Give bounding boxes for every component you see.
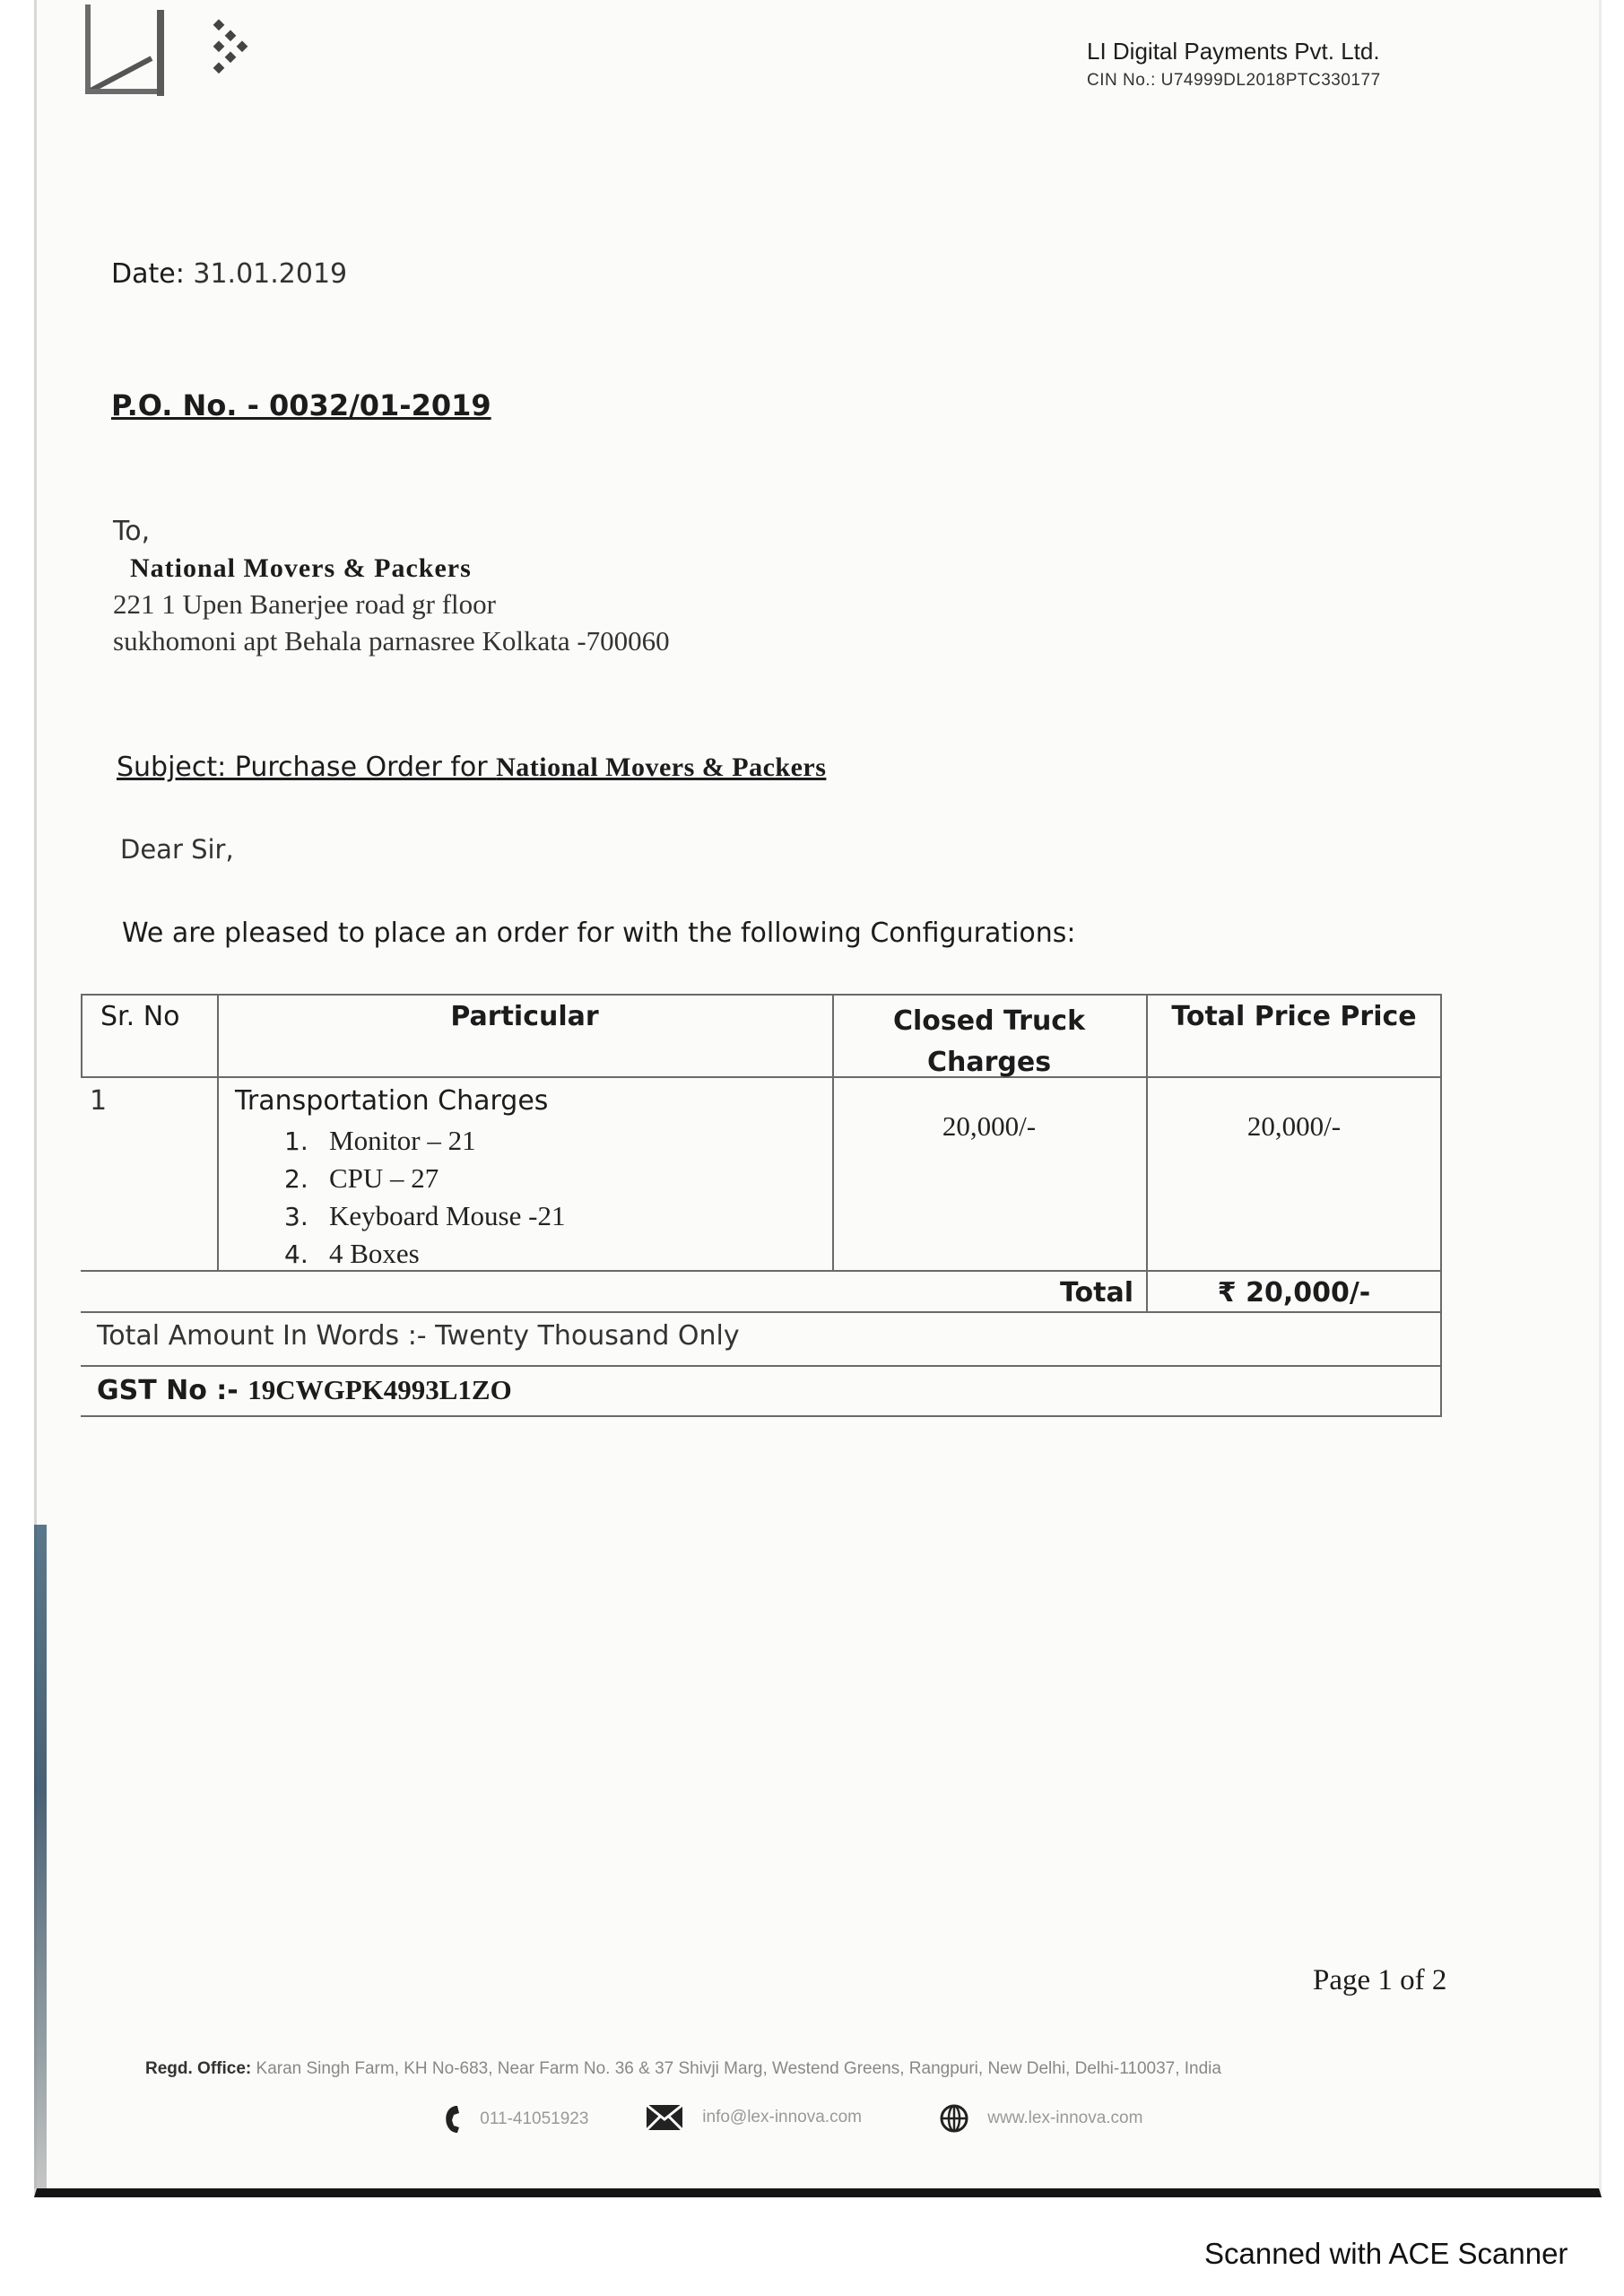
intro-text: We are pleased to place an order for with the following Configurations: (122, 918, 1076, 949)
gst-label: GST No :- (97, 1375, 248, 1406)
header-sr-no: Sr. No (100, 1001, 180, 1032)
company-header (1087, 38, 1381, 91)
company-logo (85, 4, 260, 101)
letter-date (111, 258, 347, 290)
table-rule (81, 1311, 1442, 1313)
gst-value: 19CWGPK4993L1ZO (248, 1374, 512, 1405)
table-rule (81, 1415, 1442, 1417)
recipient-name: National Movers & Packers (130, 553, 472, 583)
list-item: 3. Keyboard Mouse -21 (284, 1200, 566, 1231)
registered-office (145, 2059, 1221, 2079)
row-title: Transportation Charges (235, 1085, 549, 1117)
table-rule (1146, 994, 1148, 1311)
contact-phone (443, 2104, 588, 2135)
header-closed-truck-line2: Charges (926, 1047, 1052, 1078)
company-name: LI Digital Payments Pvt. Ltd. (1087, 38, 1380, 65)
header-total-price: Total Price Price (1171, 1001, 1417, 1032)
website-text: www.lex-innova.com (987, 2109, 1143, 2128)
total-value: ₹ 20,000/- (1217, 1277, 1371, 1309)
table-rule (81, 1365, 1442, 1367)
row-total-price: 20,000/- (1246, 1110, 1342, 1142)
list-item: 1. Monitor – 21 (284, 1125, 476, 1156)
regd-address: Karan Singh Farm, KH No-683, Near Farm No. 36 & 37 Shivji Marg, Westend Greens, Rangpuri, New Delhi, Delhi-110037, India (256, 2059, 1221, 2078)
list-item: 4. 4 Boxes (284, 1238, 420, 1269)
contact-website (940, 2104, 1142, 2133)
total-label: Total (1060, 1277, 1133, 1309)
scan-edge-shadow (34, 1525, 47, 2188)
table-rule (81, 994, 83, 1076)
mail-icon (646, 2104, 683, 2131)
row-closed-truck-charges: 20,000/- (942, 1110, 1037, 1142)
table-rule (81, 1076, 1442, 1078)
order-table (81, 994, 1442, 1417)
company-cin: CIN No.: U74999DL2018PTC330177 (1087, 71, 1381, 90)
date-value: 31.01.2019 (193, 258, 348, 290)
table-rule (1440, 994, 1442, 1417)
address-line-2: sukhomoni apt Behala parnasree Kolkata -700060 (113, 625, 670, 657)
subject-name: National Movers & Packers (496, 752, 827, 782)
greeting: Dear Sir, (120, 834, 234, 865)
table-rule (217, 994, 219, 1270)
header-closed-truck-line1: Closed Truck (892, 1005, 1086, 1037)
gst-number (97, 1374, 512, 1406)
phone-text: 011-41051923 (480, 2109, 589, 2129)
header-particular: Particular (450, 1001, 599, 1032)
list-item: 2. CPU – 27 (284, 1162, 439, 1194)
email-text: info@lex-innova.com (702, 2108, 862, 2127)
to-label: To, (113, 516, 151, 547)
date-label: Date: (111, 258, 185, 290)
table-rule (81, 1270, 1442, 1272)
po-number: P.O. No. - 0032/01-2019 (111, 388, 491, 422)
globe-icon (940, 2104, 968, 2133)
phone-icon (443, 2104, 461, 2135)
subject-line (117, 752, 826, 783)
row-sr: 1 (90, 1085, 108, 1117)
subject-prefix: Subject: Purchase Order for (117, 752, 497, 783)
header-closed-truck-charges (832, 1001, 1146, 1083)
amount-in-words: Total Amount In Words :- Twenty Thousand Only (97, 1320, 740, 1352)
page-number: Page 1 of 2 (1313, 1964, 1447, 1996)
contact-email (646, 2104, 862, 2131)
address-line-1: 221 1 Upen Banerjee road gr floor (113, 588, 496, 620)
scanner-watermark: Scanned with ACE Scanner (1204, 2237, 1568, 2270)
table-rule (81, 994, 1442, 996)
regd-label: Regd. Office: (145, 2059, 252, 2078)
